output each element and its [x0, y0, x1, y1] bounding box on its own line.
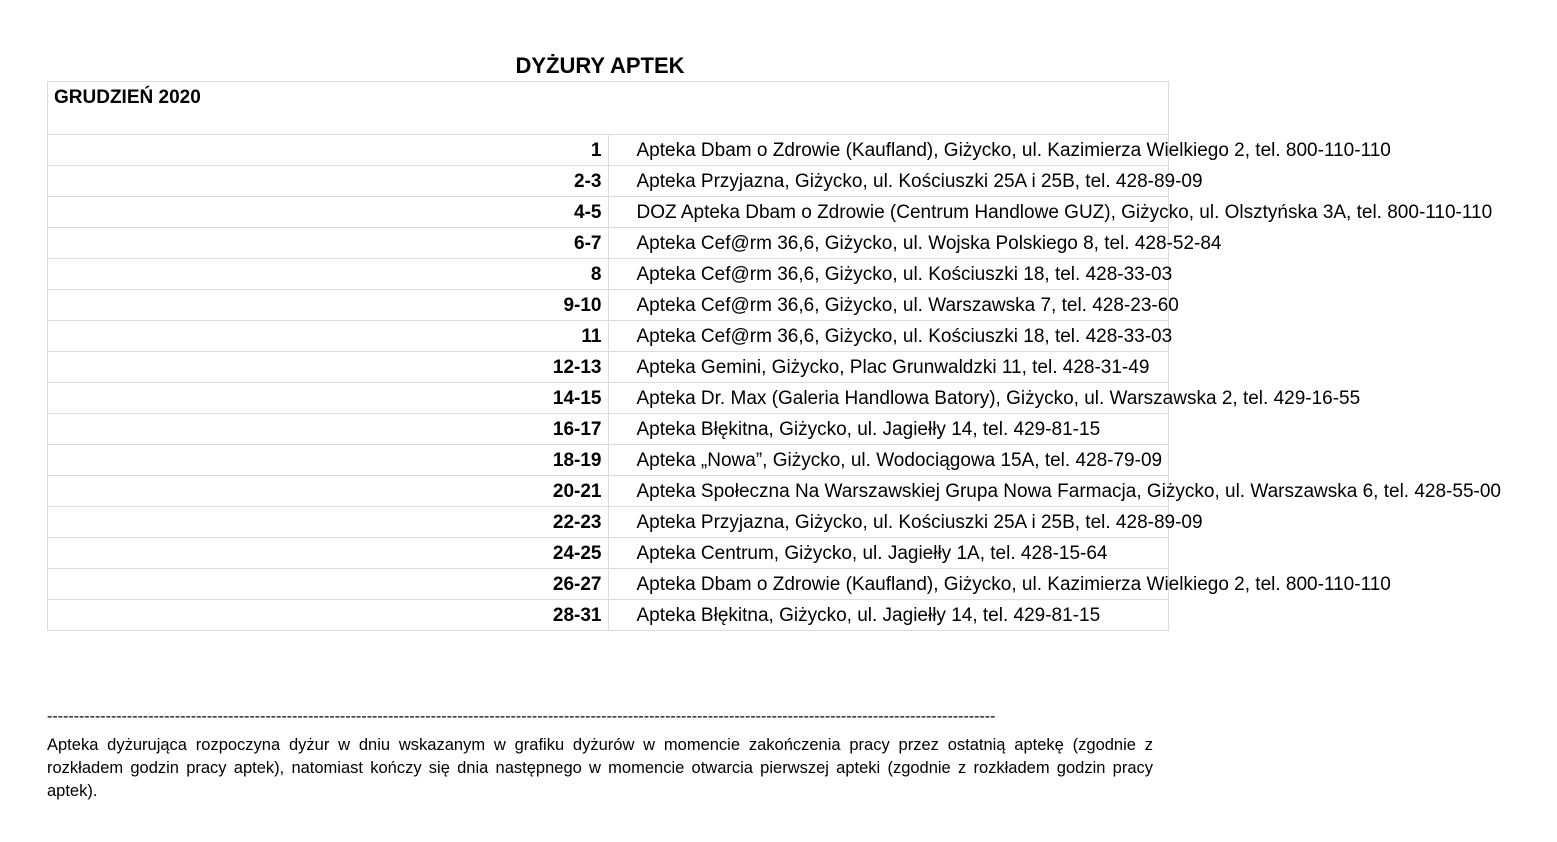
table-row [48, 290, 1169, 321]
duty-days: 20-21 [48, 476, 609, 507]
table-row [48, 600, 1169, 631]
pharmacy-details: Apteka Cef@rm 36,6, Giżycko, ul. Kościuszki 18, tel. 428-33-03 [636, 264, 1173, 285]
pharmacy-cell [608, 476, 1501, 507]
duty-days: 22-23 [48, 507, 609, 538]
pharmacy-cell [608, 135, 1391, 166]
page-title: DYŻURY APTEK [515, 53, 685, 78]
pharmacy-cell [608, 352, 1169, 383]
table-row [48, 383, 1169, 414]
pharmacy-cell [608, 228, 1222, 259]
duty-days: 11 [48, 321, 609, 352]
pharmacy-cell [608, 445, 1169, 476]
duty-days: 28-31 [48, 600, 609, 631]
month-header-row [48, 82, 1169, 135]
pharmacy-details: Apteka Dr. Max (Galeria Handlowa Batory), Giżycko, ul. Warszawska 2, tel. 429-16-55 [636, 388, 1361, 409]
table-row [48, 569, 1169, 600]
table-row [48, 259, 1169, 290]
pharmacy-details: Apteka Dbam o Zdrowie (Kaufland), Giżycko, ul. Kazimierza Wielkiego 2, tel. 800-110-110 [636, 574, 1391, 595]
pharmacy-details: Apteka Przyjazna, Giżycko, ul. Kościuszki 25A i 25B, tel. 428-89-09 [636, 512, 1203, 533]
month-heading: GRUDZIEŃ 2020 [48, 82, 1169, 135]
duty-days: 18-19 [48, 445, 609, 476]
pharmacy-details: Apteka Dbam o Zdrowie (Kaufland), Giżycko, ul. Kazimierza Wielkiego 2, tel. 800-110-110 [636, 140, 1391, 161]
table-row [48, 445, 1169, 476]
duty-days: 8 [48, 259, 609, 290]
table-row [48, 414, 1169, 445]
footnote-text: Apteka dyżurująca rozpoczyna dyżur w dniu wskazanym w grafiku dyżurów w momencie zakończenia pracy przez ostatnią aptekę (zgodnie z rozkładem godzin pracy aptek), natomiast kończy się dnia następnego w momencie otwarcia pierwszej apteki (zgodnie z rozkładem godzin pracy aptek). [47, 736, 1153, 800]
table-row [48, 166, 1169, 197]
duty-days: 26-27 [48, 569, 609, 600]
pharmacy-cell [608, 507, 1203, 538]
pharmacy-details: Apteka Centrum, Giżycko, ul. Jagiełły 1A, tel. 428-15-64 [636, 543, 1108, 564]
table-row [48, 321, 1169, 352]
pharmacy-cell [608, 600, 1169, 631]
pharmacy-cell [608, 166, 1203, 197]
pharmacy-details: Apteka Przyjazna, Giżycko, ul. Kościuszki 25A i 25B, tel. 428-89-09 [636, 171, 1203, 192]
duty-days: 2-3 [48, 166, 609, 197]
pharmacy-cell [608, 569, 1391, 600]
pharmacy-cell [608, 414, 1169, 445]
duty-days: 24-25 [48, 538, 609, 569]
pharmacy-cell [608, 538, 1169, 569]
table-row [48, 135, 1169, 166]
pharmacy-cell [608, 290, 1179, 321]
table-row [48, 476, 1169, 507]
table-row [48, 507, 1169, 538]
duty-days: 16-17 [48, 414, 609, 445]
duty-schedule-table [47, 81, 1501, 631]
pharmacy-details: DOZ Apteka Dbam o Zdrowie (Centrum Handlowe GUZ), Giżycko, ul. Olsztyńska 3A, tel. 800-110-110 [636, 202, 1493, 223]
pharmacy-cell [608, 321, 1173, 352]
pharmacy-details: Apteka Błękitna, Giżycko, ul. Jagiełły 14, tel. 429-81-15 [636, 605, 1101, 626]
pharmacy-details: Apteka Cef@rm 36,6, Giżycko, ul. Kościuszki 18, tel. 428-33-03 [636, 326, 1173, 347]
duty-days: 12-13 [48, 352, 609, 383]
pharmacy-details: Apteka Cef@rm 36,6, Giżycko, ul. Warszawska 7, tel. 428-23-60 [636, 295, 1179, 316]
pharmacy-cell [608, 197, 1493, 228]
table-row [48, 228, 1169, 259]
pharmacy-details: Apteka Gemini, Giżycko, Plac Grunwaldzki 11, tel. 428-31-49 [636, 357, 1150, 378]
separator-line: ---------------------------------------------------------------------------------------------------------------------------------------------------------------------------------- [47, 708, 996, 725]
pharmacy-details: Apteka „Nowa”, Giżycko, ul. Wodociągowa 15A, tel. 428-79-09 [636, 450, 1163, 471]
table-row [48, 538, 1169, 569]
duty-days: 14-15 [48, 383, 609, 414]
pharmacy-details: Apteka Cef@rm 36,6, Giżycko, ul. Wojska Polskiego 8, tel. 428-52-84 [636, 233, 1222, 254]
table-row [48, 352, 1169, 383]
duty-days: 6-7 [48, 228, 609, 259]
pharmacy-cell [608, 259, 1173, 290]
pharmacy-details: Apteka Błękitna, Giżycko, ul. Jagiełły 14, tel. 429-81-15 [636, 419, 1101, 440]
table-row [48, 197, 1169, 228]
pharmacy-cell [608, 383, 1361, 414]
pharmacy-details: Apteka Społeczna Na Warszawskiej Grupa Nowa Farmacja, Giżycko, ul. Warszawska 6, tel. 428-55-00 [636, 481, 1501, 502]
duty-days: 1 [48, 135, 609, 166]
duty-days: 9-10 [48, 290, 609, 321]
duty-days: 4-5 [48, 197, 609, 228]
